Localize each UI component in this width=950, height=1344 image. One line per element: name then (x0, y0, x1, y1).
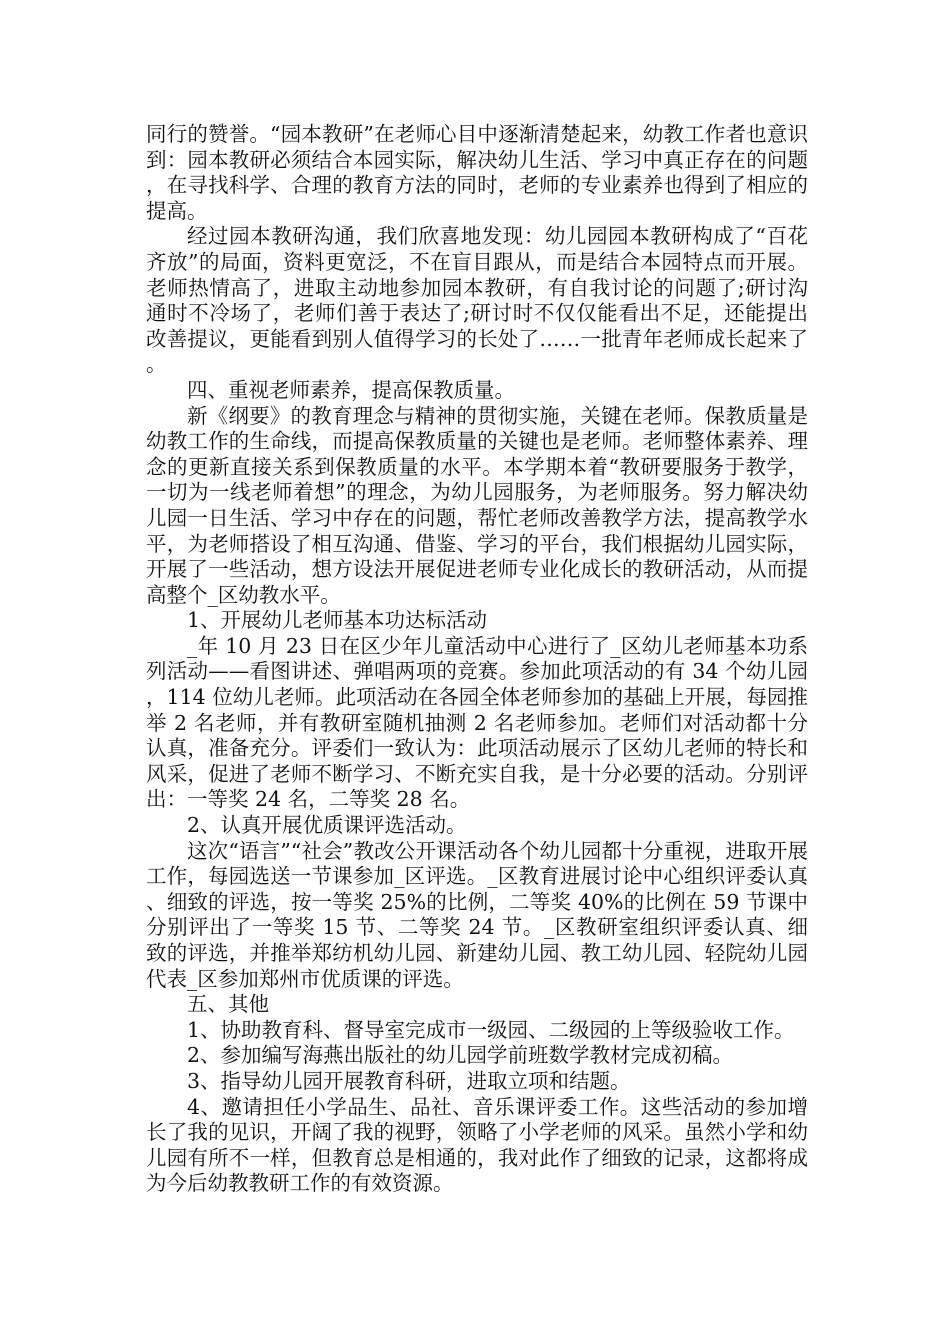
section-heading-4: 四、重视老师素养，提高保教质量。 (187, 377, 515, 402)
subheading-2: 2、认真开展优质课评选活动。 (187, 813, 467, 838)
section-heading-5: 五、其他 (187, 992, 269, 1017)
list-item-2: 2、参加编写海燕出版社的幼儿园学前班数学教材完成初稿。 (187, 1043, 734, 1068)
paragraph-2: 经过园本教研沟通，我们欣喜地发现：幼儿园园本教研构成了“百花齐放”的局面，资料更宽泛，不在盲目跟从，而是结合本园特点而开展。老师热情高了，进取主动地参加园本教研，有自我讨论的问题了;研讨沟通时不冷场了，老师们善于表达了;研讨时不仅仅能看出不足，还能提出改善提议，更能看到别人值得学习的长处了……一批青年老师成长起来了。 (146, 224, 808, 377)
list-item-1: 1、协助教育科、督导室完成市一级园、二级园的上等级验收工作。 (187, 1017, 795, 1042)
paragraph-3: 新《纲要》的教育理念与精神的贯彻实施，关键在老师。保教质量是幼教工作的生命线，而提高保教质量的关键也是老师。老师整体素养、理念的更新直接关系到保教质量的水平。本学期本着“教研要服务于教学，一切为一线老师着想”的理念，为幼儿园服务，为老师服务。努力解决幼儿园一日生活、学习中存在的问题，帮忙老师改善教学方法，提高教学水平，为老师搭设了相互沟通、借鉴、学习的平台，我们根据幼儿园实际，开展了一些活动，想方设法开展促进老师专业化成长的教研活动，从而提高整个_区幼教水平。 (146, 403, 808, 607)
paragraph-4: _年 10 月 23 日在区少年儿童活动中心进行了_区幼儿老师基本功系列活动——看图讲述、弹唱两项的竞赛。参加此项活动的有 34 个幼儿园，114 位幼儿老师。此项活动在各园全体老师参加的基础上开展，每园推举 2 名老师，并有教研室随机抽测 2 名老师参加。老师们对活动都十分认真，准备充分。评委们一致认为：此项活动展示了区幼儿老师的特长和风采，促进了老师不断学习、不断充实自我，是十分必要的活动。分别评出：一等奖 24 名，二等奖 28 名。 (146, 633, 808, 812)
list-item-3: 3、指导幼儿园开展教育科研，进取立项和结题。 (187, 1068, 631, 1093)
paragraph-5: 这次“语言”“社会”教改公开课活动各个幼儿园都十分重视，进取开展工作，每园选送一节课参加_区评选。_区教育进展讨论中心组织评委认真、细致的评选，按一等奖 25%的比例，二等奖 40%的比例在 59 节课中分别评出了一等奖 15 节、二等奖 24 节。_区教研室组织评委认真、细致的评选，并推举郑纺机幼儿园、新建幼儿园、教工幼儿园、轻院幼儿园代表_区参加郑州市优质课的评选。 (146, 838, 808, 991)
document-body (146, 122, 808, 1197)
paragraph-1: 同行的赞誉。“园本教研”在老师心目中逐渐清楚起来，幼教工作者也意识到：园本教研必须结合本园实际，解决幼儿生活、学习中真正存在的问题，在寻找科学、合理的教育方法的同时，老师的专业素养也得到了相应的提高。 (146, 122, 808, 223)
subheading-1: 1、开展幼儿老师基本功达标活动 (187, 608, 488, 633)
list-item-4: 4、邀请担任小学品生、品社、音乐课评委工作。这些活动的参加增长了我的见识，开阔了我的视野，领略了小学老师的风采。虽然小学和幼儿园有所不一样，但教育总是相通的，我对此作了细致的记录，这都将成为今后幼教教研工作的有效资源。 (146, 1094, 808, 1196)
